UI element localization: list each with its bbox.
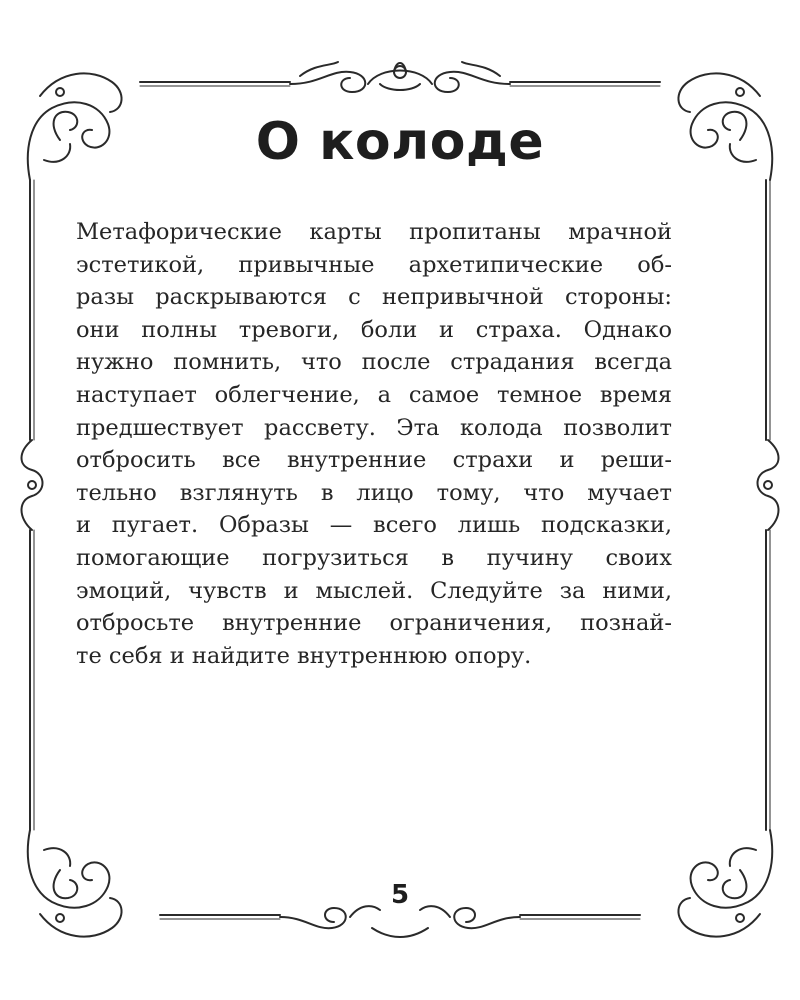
text-line: Метафорические карты пропитаны мрачной (76, 219, 672, 245)
text-line: предшествует рассвету. Эта колода позволит (76, 414, 672, 441)
text-line: помогающие погрузиться в пучину своих (76, 544, 672, 571)
page-number: 5 (390, 880, 410, 910)
text-line: отбросить все внутренние страхи и реши- (76, 447, 672, 474)
flourish-bottom-center-icon (280, 906, 520, 937)
body-paragraph (76, 216, 672, 672)
bottom-border (160, 915, 640, 919)
text-line: эстетикой, привычные архетипические об- (76, 251, 672, 278)
text-line: эмоций, чувств и мыслей. Следуйте за ними, (76, 577, 672, 604)
text-line: они полны тревоги, боли и страха. Однако (76, 316, 672, 343)
text-line: те себя и найдите внутреннюю опору. (76, 642, 532, 669)
text-line: разы раскрываются с непривычной стороны: (76, 284, 672, 311)
text-line: тельно взглянуть в лицо тому, что мучает (76, 479, 672, 506)
flourish-top-center-icon (290, 62, 510, 92)
top-border (140, 82, 660, 86)
text-line: и пугает. Образы — всего лишь подсказки, (76, 512, 672, 539)
page-title: О колоде (255, 112, 545, 172)
text-line: наступает облегчение, а самое темное время (76, 381, 672, 408)
text-line: отбросьте внутренние ограничения, познай- (76, 610, 672, 637)
text-line: нужно помнить, что после страдания всегда (76, 349, 672, 376)
